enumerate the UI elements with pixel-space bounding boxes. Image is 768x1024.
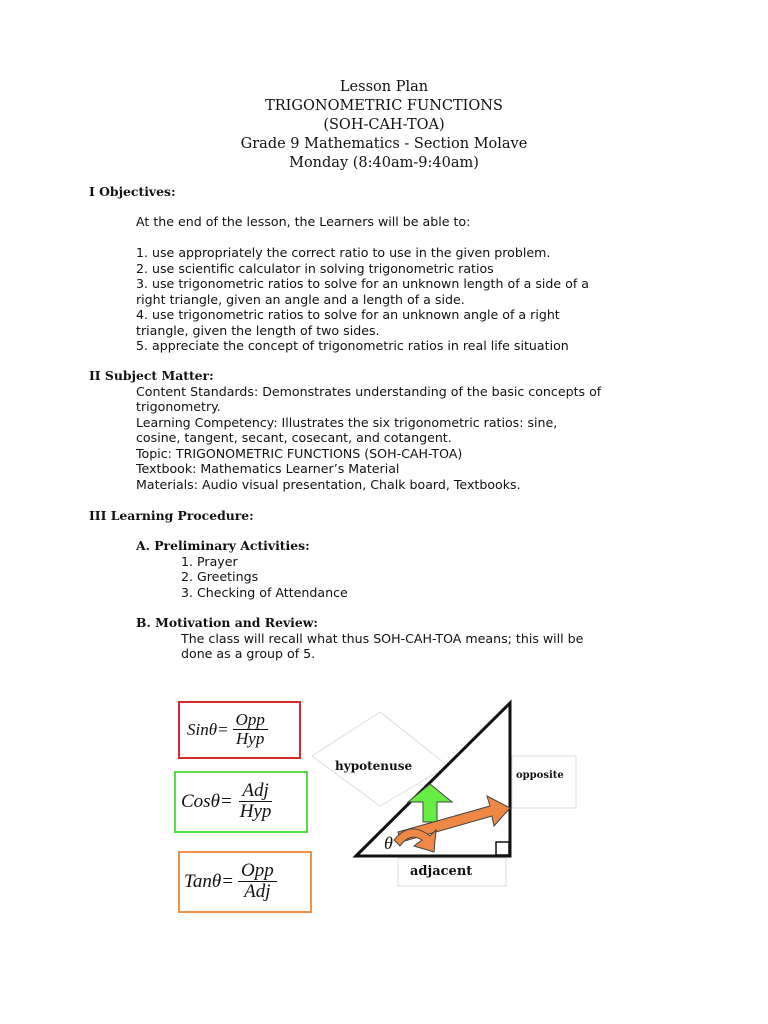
cosine-denominator: Hyp bbox=[239, 801, 272, 823]
subject-matter-line: Textbook: Mathematics Learner’s Material bbox=[136, 461, 400, 476]
preliminary-item: 2. Greetings bbox=[181, 569, 259, 584]
header-subtopic: (SOH-CAH-TOA) bbox=[323, 117, 445, 133]
subject-matter-line: Learning Competency: Illustrates the six trigonometric ratios: sine, bbox=[136, 415, 558, 430]
sine-denominator: Hyp bbox=[236, 729, 265, 749]
motivation-heading: B. Motivation and Review: bbox=[136, 615, 318, 630]
sine-formula-lhs: Sinθ= bbox=[187, 720, 229, 739]
subject-matter-line: Content Standards: Demonstrates understanding of the basic concepts of bbox=[136, 384, 602, 399]
opposite-label: opposite bbox=[516, 770, 564, 781]
objectives-intro: At the end of the lesson, the Learners will be able to: bbox=[136, 214, 471, 229]
tangent-numerator: Opp bbox=[238, 861, 277, 882]
motivation-line: done as a group of 5. bbox=[181, 646, 316, 661]
tangent-denominator: Adj bbox=[244, 881, 271, 903]
subject-matter-line: trigonometry. bbox=[136, 399, 221, 414]
subject-matter-heading: II Subject Matter: bbox=[89, 368, 214, 383]
objective-line: right triangle, given an angle and a length of a side. bbox=[136, 292, 465, 307]
tangent-formula-lhs: Tanθ= bbox=[184, 871, 234, 892]
cosine-numerator: Adj bbox=[239, 781, 271, 802]
adjacent-label: adjacent bbox=[410, 864, 473, 879]
subject-matter-line: cosine, tangent, secant, cosecant, and cotangent. bbox=[136, 430, 452, 445]
sine-numerator: Opp bbox=[233, 711, 268, 730]
objective-line: 1. use appropriately the correct ratio to use in the given problem. bbox=[136, 245, 551, 260]
objective-line: 4. use trigonometric ratios to solve for an unknown angle of a right bbox=[136, 307, 560, 322]
objectives-heading: I Objectives: bbox=[89, 184, 176, 199]
hypotenuse-label: hypotenuse bbox=[335, 759, 413, 773]
preliminary-heading: A. Preliminary Activities: bbox=[136, 538, 310, 553]
objective-line: 2. use scientific calculator in solving trigonometric ratios bbox=[136, 261, 494, 276]
objective-line: 3. use trigonometric ratios to solve for an unknown length of a side of a bbox=[136, 276, 590, 291]
theta-label: θ bbox=[384, 833, 393, 853]
header-topic: TRIGONOMETRIC FUNCTIONS bbox=[265, 98, 503, 114]
preliminary-item: 1. Prayer bbox=[181, 554, 238, 569]
header-grade-section: Grade 9 Mathematics - Section Molave bbox=[240, 136, 528, 152]
motivation-line: The class will recall what thus SOH-CAH-TOA means; this will be bbox=[181, 631, 584, 646]
preliminary-item: 3. Checking of Attendance bbox=[181, 585, 348, 600]
subject-matter-line: Materials: Audio visual presentation, Chalk board, Textbooks. bbox=[136, 477, 521, 492]
header-title: Lesson Plan bbox=[339, 79, 429, 95]
cosine-formula-lhs: Cosθ= bbox=[181, 791, 233, 812]
opposite-label-box bbox=[512, 756, 576, 808]
objective-line: 5. appreciate the concept of trigonometric ratios in real life situation bbox=[136, 338, 569, 353]
objective-line: triangle, given the length of two sides. bbox=[136, 323, 380, 338]
subject-matter-line: Topic: TRIGONOMETRIC FUNCTIONS (SOH-CAH-TOA) bbox=[136, 446, 463, 461]
procedure-heading: III Learning Procedure: bbox=[89, 508, 254, 523]
header-schedule: Monday (8:40am-9:40am) bbox=[289, 155, 479, 171]
